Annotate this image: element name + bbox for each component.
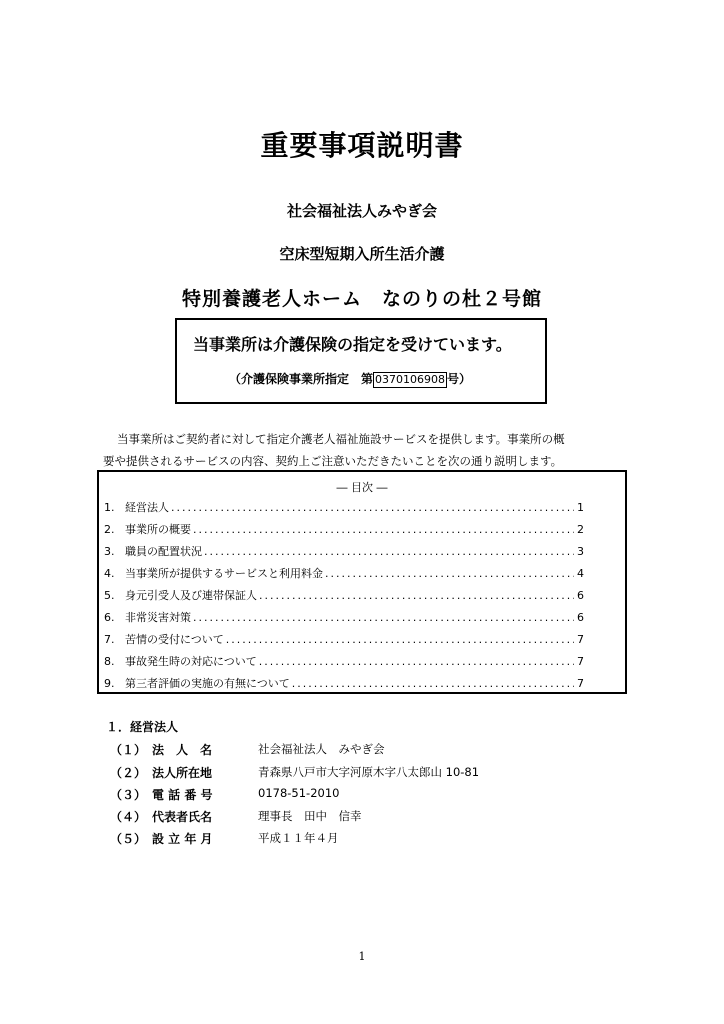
toc-leader-dots bbox=[259, 655, 574, 668]
toc-item-page: 7 bbox=[577, 655, 584, 668]
info-value: 青森県八戸市大字河原木字八太郎山 10-81 bbox=[258, 765, 480, 779]
info-label: （１） 法 人 名 bbox=[110, 743, 213, 757]
facility-name: 特別養護老人ホーム なのりの杜２号館 bbox=[181, 288, 542, 310]
toc-item[interactable] bbox=[104, 609, 584, 629]
toc-item-number: 6. bbox=[104, 611, 115, 624]
toc-item[interactable] bbox=[104, 587, 584, 607]
info-label: （３） 電 話 番 号 bbox=[110, 788, 213, 802]
toc-item-title: 経営法人 bbox=[125, 501, 169, 514]
toc-item-title: 当事業所が提供するサービスと利用料金 bbox=[125, 567, 323, 580]
toc-item-title: 苦情の受付について bbox=[125, 633, 224, 646]
toc-leader-dots bbox=[292, 677, 574, 690]
toc-item-page: 2 bbox=[577, 523, 584, 536]
toc-leader-dots bbox=[325, 567, 574, 580]
section-heading: １．経営法人 bbox=[106, 720, 179, 734]
toc-item-page: 6 bbox=[577, 611, 584, 624]
service-type: 空床型短期入所生活介護 bbox=[279, 245, 445, 263]
toc-item-number: 5. bbox=[104, 589, 115, 602]
toc-item[interactable] bbox=[104, 675, 584, 695]
table-of-contents bbox=[97, 470, 627, 694]
toc-item[interactable] bbox=[104, 543, 584, 563]
toc-leader-dots bbox=[171, 501, 574, 514]
toc-item-title: 事業所の概要 bbox=[125, 523, 191, 536]
toc-item-number: 1. bbox=[104, 501, 115, 514]
designation-number-line bbox=[229, 370, 471, 388]
toc-item-page: 7 bbox=[577, 677, 584, 690]
toc-item-number: 7. bbox=[104, 633, 115, 646]
toc-item[interactable] bbox=[104, 631, 584, 651]
toc-leader-dots bbox=[226, 633, 574, 646]
toc-item-title: 非常災害対策 bbox=[125, 611, 191, 624]
corporation-name: 社会福祉法人みやぎ会 bbox=[286, 202, 437, 220]
toc-item-title: 第三者評価の実施の有無について bbox=[125, 677, 290, 690]
designation-suffix: 号） bbox=[447, 372, 472, 386]
toc-item-title: 身元引受人及び連帯保証人 bbox=[125, 589, 257, 602]
toc-item-page: 7 bbox=[577, 633, 584, 646]
designation-notice-text: 当事業所は介護保険の指定を受けています。 bbox=[193, 335, 512, 354]
intro-paragraph bbox=[103, 428, 623, 472]
toc-item-number: 8. bbox=[104, 655, 115, 668]
intro-line-2: 要や提供されるサービスの内容、契約上ご注意いただきたいことを次の通り説明します。 bbox=[103, 454, 563, 468]
toc-item-page: 3 bbox=[577, 545, 584, 558]
toc-heading: ― 目次 ― bbox=[336, 481, 388, 494]
designation-number: 0370106908 bbox=[375, 373, 446, 386]
toc-item-page: 1 bbox=[577, 501, 584, 514]
toc-item[interactable] bbox=[104, 521, 584, 541]
info-value: 0178-51-2010 bbox=[258, 786, 340, 800]
document-title: 重要事項説明書 bbox=[260, 129, 464, 162]
toc-item[interactable] bbox=[104, 499, 584, 519]
info-value: 平成１１年４月 bbox=[258, 831, 339, 845]
toc-item-page: 6 bbox=[577, 589, 584, 602]
info-value: 理事長 田中 信幸 bbox=[258, 809, 362, 823]
toc-item-number: 4. bbox=[104, 567, 115, 580]
toc-leader-dots bbox=[193, 523, 574, 536]
toc-item[interactable] bbox=[104, 653, 584, 673]
designation-notice-box bbox=[175, 318, 547, 404]
toc-leader-dots bbox=[259, 589, 574, 602]
info-value: 社会福祉法人 みやぎ会 bbox=[258, 742, 385, 756]
info-label: （４） 代表者氏名 bbox=[110, 810, 213, 824]
toc-item[interactable] bbox=[104, 565, 584, 585]
toc-item-title: 職員の配置状況 bbox=[125, 545, 202, 558]
toc-item-page: 4 bbox=[577, 567, 584, 580]
toc-leader-dots bbox=[193, 611, 574, 624]
toc-item-number: 9. bbox=[104, 677, 115, 690]
toc-leader-dots bbox=[204, 545, 574, 558]
page-number: 1 bbox=[358, 950, 366, 963]
info-label: （２） 法人所在地 bbox=[110, 766, 213, 780]
toc-item-number: 3. bbox=[104, 545, 115, 558]
toc-item-number: 2. bbox=[104, 523, 115, 536]
toc-item-title: 事故発生時の対応について bbox=[125, 655, 257, 668]
intro-line-1: 当事業所はご契約者に対して指定介護老人福祉施設サービスを提供します。事業所の概 bbox=[117, 432, 565, 446]
designation-prefix: （介護保険事業所指定 第 bbox=[229, 372, 374, 386]
info-label: （５） 設 立 年 月 bbox=[110, 832, 213, 846]
